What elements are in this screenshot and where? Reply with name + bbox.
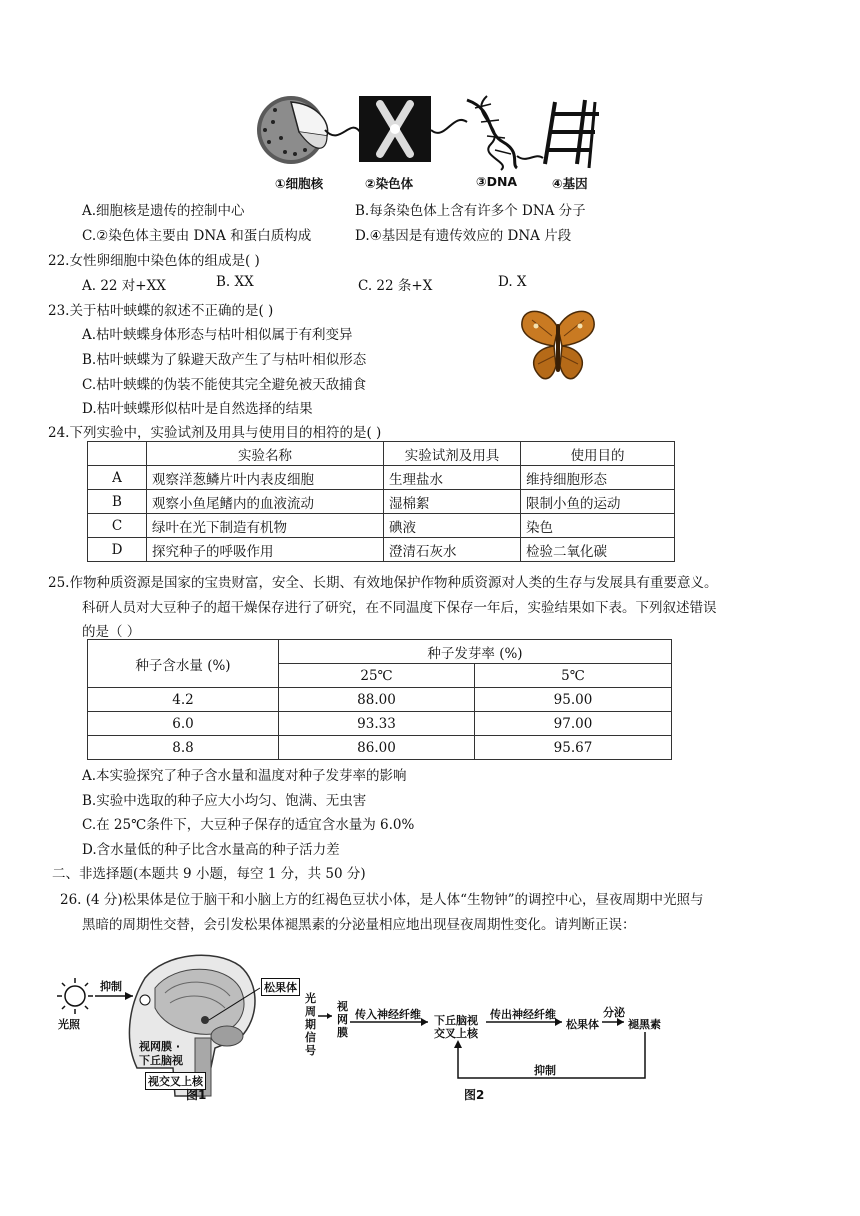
table-header-cell: 实验试剂及用具 bbox=[384, 442, 521, 466]
table-cell: 6.0 bbox=[88, 712, 279, 736]
connector-1 bbox=[325, 128, 360, 136]
genetics-figure bbox=[255, 92, 605, 192]
chromosome-image bbox=[359, 96, 431, 162]
table-cell: 湿棉絮 bbox=[384, 490, 521, 514]
label-nucleus: ①细胞核 bbox=[275, 176, 324, 191]
table-header-cell bbox=[88, 442, 147, 466]
table-cell: 93.33 bbox=[279, 712, 475, 736]
fig2-efferent-label: 传出神经纤维 bbox=[490, 1008, 556, 1021]
table-row bbox=[88, 538, 675, 562]
fig1-light-label: 光照 bbox=[58, 1018, 80, 1031]
table-header-cell: 种子发芽率 (%) bbox=[279, 640, 672, 664]
table-cell: 观察洋葱鳞片叶内表皮细胞 bbox=[147, 466, 384, 490]
fig1-retina-label: 视网膜 · bbox=[139, 1040, 181, 1053]
q21-option-d: D.④基因是有遗传效应的 DNA 片段 bbox=[355, 228, 572, 244]
q22-option-c: C. 22 条+X bbox=[358, 278, 433, 294]
connector-2 bbox=[431, 120, 467, 133]
fig2-melatonin-label: 褪黑素 bbox=[628, 1018, 661, 1031]
q24-table bbox=[87, 441, 675, 562]
q23-option-b: B.枯叶蛱蝶为了躲避天敌产生了与枯叶相似形态 bbox=[82, 352, 367, 368]
table-cell: 绿叶在光下制造有机物 bbox=[147, 514, 384, 538]
table-cell: 碘液 bbox=[384, 514, 521, 538]
figure-2-flowchart bbox=[300, 990, 680, 1090]
q25-option-a: A.本实验探究了种子含水量和温度对种子发芽率的影响 bbox=[82, 768, 407, 784]
q23-stem: 23.关于枯叶蛱蝶的叙述不正确的是( ) bbox=[48, 303, 274, 319]
q22-option-d: D. X bbox=[498, 274, 527, 290]
q23-option-d: D.枯叶蛱蝶形似枯叶是自然选择的结果 bbox=[82, 401, 313, 417]
table-header-cell: 5℃ bbox=[475, 664, 672, 688]
table-cell: A bbox=[88, 466, 147, 490]
table-cell: 4.2 bbox=[88, 688, 279, 712]
table-row bbox=[88, 466, 675, 490]
cell-nucleus-image bbox=[257, 96, 328, 164]
table-cell: 生理盐水 bbox=[384, 466, 521, 490]
table-cell: 97.00 bbox=[475, 712, 672, 736]
table-cell: D bbox=[88, 538, 147, 562]
fig2-retina-label: 视 网 膜 bbox=[337, 1000, 348, 1039]
q25-option-b: B.实验中选取的种子应大小均匀、饱满、无虫害 bbox=[82, 793, 367, 809]
table-row bbox=[88, 514, 675, 538]
figure-1-caption: 图1 bbox=[186, 1088, 207, 1102]
q24-stem: 24.下列实验中，实验试剂及用具与使用目的相符的是( ) bbox=[48, 425, 382, 441]
q22-stem: 22.女性卵细胞中染色体的组成是( ) bbox=[48, 253, 260, 269]
fig2-pineal-label: 松果体 bbox=[566, 1018, 599, 1031]
q21-option-a: A.细胞核是遗传的控制中心 bbox=[82, 203, 245, 219]
q22-option-b: B. XX bbox=[216, 274, 254, 290]
q26-stem-line1: 26. (4 分)松果体是位于脑干和小脑上方的红褐色豆状小体，是人体“生物钟”的调控中心，昼夜周期中光照与 bbox=[60, 892, 704, 908]
table-row bbox=[88, 712, 672, 736]
fig1-inhibit-label: 抑制 bbox=[100, 980, 122, 993]
fig2-afferent-label: 传入神经纤维 bbox=[355, 1008, 421, 1021]
q25-option-d: D.含水量低的种子比含水量高的种子活力差 bbox=[82, 842, 340, 858]
q21-option-b: B.每条染色体上含有许多个 DNA 分子 bbox=[355, 203, 586, 219]
q23-option-c: C.枯叶蛱蝶的伪装不能使其完全避免被天敌捕食 bbox=[82, 377, 367, 393]
q25-option-c: C.在 25℃条件下，大豆种子保存的适宜含水量为 6.0% bbox=[82, 817, 415, 833]
butterfly-image bbox=[518, 306, 598, 388]
q23-option-a: A.枯叶蛱蝶身体形态与枯叶相似属于有利变异 bbox=[82, 327, 353, 343]
sun-icon bbox=[57, 978, 93, 1014]
fig1-pineal-label: 松果体 bbox=[261, 978, 300, 996]
fig2-secrete-label: 分泌 bbox=[603, 1006, 625, 1019]
table-header-cell: 25℃ bbox=[279, 664, 475, 688]
table-cell: 8.8 bbox=[88, 736, 279, 760]
table-row bbox=[88, 490, 675, 514]
figure-1-brain bbox=[55, 948, 300, 1098]
table-cell: 探究种子的呼吸作用 bbox=[147, 538, 384, 562]
q25-stem-line1: 25.作物种质资源是国家的宝贵财富，安全、长期、有效地保护作物种质资源对人类的生存与发展具有重要意义。 bbox=[48, 575, 718, 591]
table-cell: 检验二氧化碳 bbox=[521, 538, 675, 562]
fig2-inhibit-label: 抑制 bbox=[534, 1064, 556, 1077]
fig2-nucleus-label-1: 下丘脑视 bbox=[434, 1014, 478, 1027]
label-dna: ③DNA bbox=[476, 174, 518, 189]
table-header-row bbox=[88, 640, 672, 664]
dna-helix-image bbox=[467, 96, 517, 170]
table-cell: 限制小鱼的运动 bbox=[521, 490, 675, 514]
table-header-cell: 使用目的 bbox=[521, 442, 675, 466]
connector-3 bbox=[517, 156, 543, 159]
table-cell: 86.00 bbox=[279, 736, 475, 760]
q25-stem-line3: 的是（ ） bbox=[82, 624, 141, 640]
table-header-cell: 种子含水量 (%) bbox=[88, 640, 279, 688]
table-cell: B bbox=[88, 490, 147, 514]
q25-table bbox=[87, 639, 672, 760]
table-cell: 观察小鱼尾鳍内的血液流动 bbox=[147, 490, 384, 514]
gene-image bbox=[545, 100, 599, 168]
table-cell: 维持细胞形态 bbox=[521, 466, 675, 490]
fig1-hypothalamus-label: 下丘脑视 bbox=[139, 1054, 183, 1067]
table-cell: 95.67 bbox=[475, 736, 672, 760]
table-cell: 95.00 bbox=[475, 688, 672, 712]
table-cell: 澄清石灰水 bbox=[384, 538, 521, 562]
q26-stem-line2: 黑暗的周期性交替，会引发松果体褪黑素的分泌量相应地出现昼夜周期性变化。请判断正误： bbox=[82, 917, 636, 933]
table-cell: 染色 bbox=[521, 514, 675, 538]
table-cell: 88.00 bbox=[279, 688, 475, 712]
q22-option-a: A. 22 对+XX bbox=[82, 278, 166, 294]
q21-option-c: C.②染色体主要由 DNA 和蛋白质构成 bbox=[82, 228, 312, 244]
label-chromosome: ②染色体 bbox=[365, 176, 414, 191]
table-header-cell: 实验名称 bbox=[147, 442, 384, 466]
table-row bbox=[88, 688, 672, 712]
table-row bbox=[88, 736, 672, 760]
label-gene: ④基因 bbox=[552, 176, 588, 191]
table-cell: C bbox=[88, 514, 147, 538]
figure-2-caption: 图2 bbox=[464, 1088, 485, 1102]
q25-stem-line2: 科研人员对大豆种子的超干燥保存进行了研究，在不同温度下保存一年后，实验结果如下表。下列叙述错误 bbox=[82, 600, 717, 616]
fig2-signal-label: 光 周 期 信 号 bbox=[305, 992, 316, 1057]
table-header-row bbox=[88, 442, 675, 466]
section-heading: 二、非选择题(本题共 9 小题，每空 1 分，共 50 分) bbox=[52, 866, 366, 882]
fig1-nucleus-label: 视交叉上核 bbox=[145, 1072, 206, 1090]
fig2-nucleus-label-2: 交叉上核 bbox=[434, 1027, 478, 1040]
